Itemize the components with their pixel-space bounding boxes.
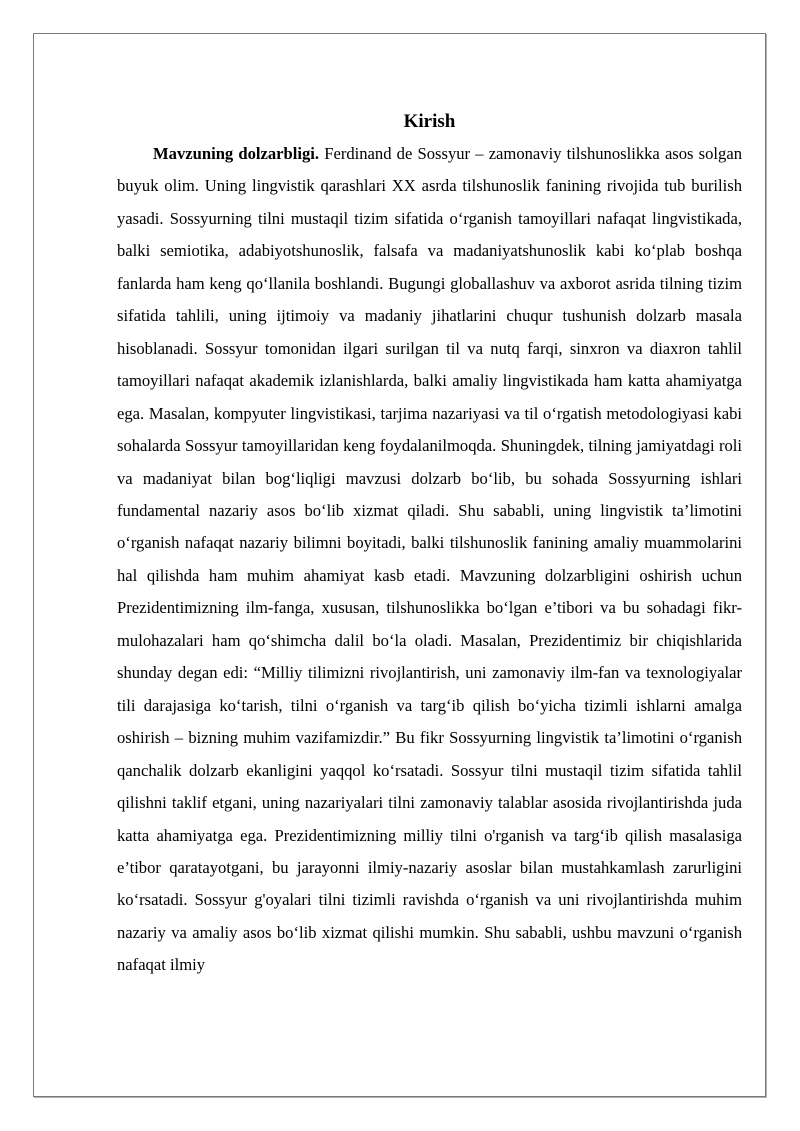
body-paragraph: [117, 138, 742, 982]
page-title: Kirish: [403, 111, 456, 132]
document-content: [117, 110, 742, 982]
paragraph-text: Ferdinand de Sossyur – zamonaviy tilshunoslikka asos solgan buyuk olim. Uning lingvistik qarashlari XX asrda tilshunoslik fanining rivojida tub burilish yasadi. Sossyurning tilni mustaqil tizim sifatida o‘rganish tamoyillari nafaqat lingvistikada, balki semiotika, adabiyotshunoslik, falsafa va madaniyatshunoslik kabi ko‘plab boshqa fanlarda ham keng qo‘llanila boshlandi. Bugungi globallashuv va axborot asrida tilning tizim sifatida tahlili, uning ijtimoiy va madaniy jihatlarini chuqur tushunish dolzarb masala hisoblanadi. Sossyur tomonidan ilgari surilgan til va nutq farqi, sinxron va diaxron tahlil tamoyillari nafaqat akademik izlanishlarda, balki amaliy lingvistikada ham katta ahamiyatga ega. Masalan, kompyuter lingvistikasi, tarjima nazariyasi va til o‘rgatish metodologiyasi kabi sohalarda Sossyur tamoyillaridan keng foydalanilmoqda. Shuningdek, tilning jamiyatdagi roli va madaniyat bilan bog‘liqligi mavzusi dolzarb bo‘lib, bu sohada Sossyurning ishlari fundamental nazariy asos bo‘lib xizmat qiladi. Shu sababli, uning lingvistik ta’limotini o‘rganish nafaqat nazariy bilimni boyitadi, balki tilshunoslik fanining amaliy muammolarini hal qilishda ham muhim ahamiyat kasb etadi. Mavzuning dolzarbligini oshirish uchun Prezidentimizning ilm-fanga, xususan, tilshunoslikka bo‘lgan e’tibori va bu sohadagi fikr-mulohazalari ham qo‘shimcha dalil bo‘la oladi. Masalan, Prezidentimiz bir chiqishlarida shunday degan edi: “Milliy tilimizni rivojlantirish, uni zamonaviy ilm-fan va texnologiyalar tili darajasiga ko‘tarish, tilni o‘rganish va targ‘ib qilish bo‘yicha tizimli ishlarni amalga oshirish – bizning muhim vazifamizdir.” Bu fikr Sossyurning lingvistik ta’limotini o‘rganish qanchalik dolzarb ekanligini yaqqol ko‘rsatadi. Sossyur tilni mustaqil tizim sifatida tahlil qilishni taklif etgani, uning nazariyalari tilni zamonaviy talablar asosida rivojlantirishda juda katta ahamiyatga ega. Prezidentimizning milliy tilni o'rganish va targ‘ib qilish masalasiga e’tibor qaratayotgani, bu jarayonni ilmiy-nazariy asoslar bilan mustahkamlash zarurligini ko‘rsatadi. Sossyur g'oyalari tilni tizimli ravishda o‘rganish va uni rivojlantirishda muhim nazariy va amaliy asos bo‘lib xizmat qilishi mumkin. Shu sababli, ushbu mavzuni o‘rganish nafaqat ilmiy: [117, 144, 743, 975]
lead-label: Mavzuning dolzarbligi.: [153, 144, 320, 163]
